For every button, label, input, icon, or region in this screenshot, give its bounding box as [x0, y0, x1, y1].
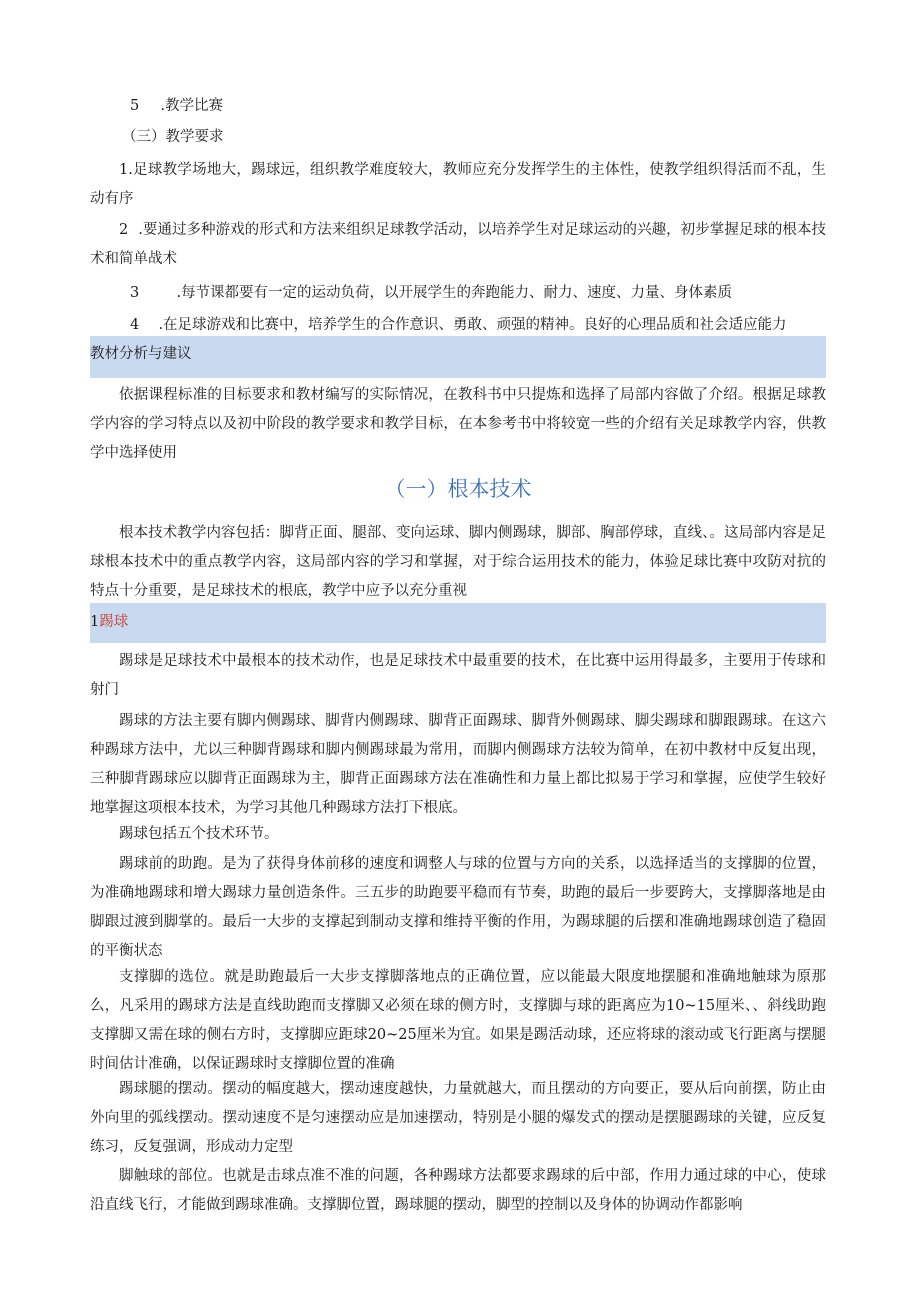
- requirement-3: [130, 283, 732, 303]
- requirement-3-number: 3: [130, 285, 140, 301]
- kick-heading-band: [90, 603, 826, 643]
- kick-paragraph-1: 踢球是足球技术中最根本的技术动作，也是足球技术中最重要的技术，在比赛中运用得最多，主要用于传球和射门: [90, 653, 826, 698]
- kick-paragraph-6: 踢球腿的摆动。摆动的幅度越大，摆动速度越快，力量就越大，而且摆动的方向要正，要从后向前摆，防止由外向里的弧线摆动。摆动速度不是匀速摆动应是加速摆动，特别是小腿的爆发式的摆动是摆腿踢球的关键，应反复练习，反复强调，形成动力定型: [90, 1081, 826, 1155]
- kick-paragraph-4: 踢球前的助跑。是为了获得身体前移的速度和调整人与球的位置与方向的关系，以选择适当的支撑脚的位置，为准确地踢球和增大踢球力量创造条件。三五步的助跑要平稳而有节奏，助跑的最后一步要跨大，支撑脚落地是由脚跟过渡到脚掌的。最后一大步的支撑起到制动支撑和维持平衡的作用，为踢球腿的后摆和准确地踢球创造了稳固的平衡状态: [90, 856, 826, 959]
- analysis-heading: 教材分析与建议: [90, 346, 192, 362]
- kick-heading: [90, 612, 128, 632]
- analysis-heading-band: [90, 336, 826, 378]
- section-heading-basic-skills: （一）根本技术: [384, 477, 532, 501]
- item-5-text: .教学比赛: [160, 98, 224, 114]
- item-5: [130, 96, 223, 116]
- requirement-2-text: .要通过多种游戏的形式和方法来组织足球教学活动，以培养学生对足球运动的兴趣，初步掌握足球的根本技术和简单战术: [90, 222, 826, 267]
- kick-heading-title: 踢球: [99, 614, 129, 630]
- requirement-3-text: .每节课都要有一定的运动负荷，以开展学生的奔跑能力、耐力、速度、力量、身体素质: [176, 285, 733, 301]
- kick-paragraph-2: 踢球的方法主要有脚内侧踢球、脚背内侧踢球、脚背正面踢球、脚背外侧踢球、脚尖踢球和脚跟踢球。在这六种踢球方法中，尤以三种脚背踢球和脚内侧踢球最为常用，而脚内侧踢球方法较为简单，在初中教材中反复出现，三种脚背踢球应以脚背正面踢球为主，脚背正面踢球方法在准确性和力量上都比拟易于学习和掌握，应使学生较好地掌握这项根本技术，为学习其他几种踢球方法打下根底。: [90, 713, 826, 816]
- requirement-2: [90, 216, 826, 274]
- requirement-1: 1.足球教学场地大，踢球远，组织教学难度较大，教师应充分发挥学生的主体性，使教学组织得活而不乱，生动有序: [90, 162, 826, 207]
- item-5-number: 5: [130, 98, 140, 114]
- requirement-4-text: .在足球游戏和比赛中，培养学生的合作意识、勇敢、顽强的精神。良好的心理品质和社会适应能力: [158, 317, 787, 333]
- requirement-4-number: 4: [130, 317, 140, 333]
- kick-heading-number: 1: [90, 614, 100, 630]
- kick-paragraph-7: 脚触球的部位。也就是击球点准不准的问题，各种踢球方法都要求踢球的后中部，作用力通过球的中心，使球沿直线飞行，才能做到踢球准确。支撑脚位置，踢球腿的摆动，脚型的控制以及身体的协调动作都影响: [90, 1168, 826, 1213]
- subheading-teaching-requirements: （三）教学要求: [122, 129, 224, 145]
- requirement-2-number: 2: [119, 222, 129, 238]
- kick-paragraph-3: 踢球包括五个技术环节。: [119, 826, 279, 842]
- kick-paragraph-5: 支撑脚的选位。就是助跑最后一大步支撑脚落地点的正确位置，应以能最大限度地摆腿和准确地触球为原那么，凡采用的踢球方法是直线助跑而支撑脚又必须在球的侧方时，支撑脚与球的距离应为10~15厘米、、斜线助跑支撑脚又需在球的侧右方时，支撑脚应距球20~25厘米为宜。如果是踢活动球，还应将球的滚动或飞行距离与摆腿时间估计准确，以保证踢球时支撑脚位置的准确: [90, 969, 826, 1072]
- basic-skills-intro: 根本技术教学内容包括：脚背正面、腿部、变向运球、脚内侧踢球，脚部、胸部停球，直线、。这局部内容是足球根本技术中的重点教学内容，这局部内容的学习和掌握，对于综合运用技术的能力，体验足球比赛中攻防对抗的特点十分重要，是足球技术的根底，教学中应予以充分重视: [90, 525, 826, 599]
- analysis-body: 依据课程标准的目标要求和教材编写的实际情况，在教科书中只提炼和选择了局部内容做了介绍。根据足球教学内容的学习特点以及初中阶段的教学要求和教学目标，在本参考书中将较宽一些的介绍有关足球教学内容，供教学中选择使用: [90, 387, 826, 461]
- requirement-4: [130, 315, 787, 335]
